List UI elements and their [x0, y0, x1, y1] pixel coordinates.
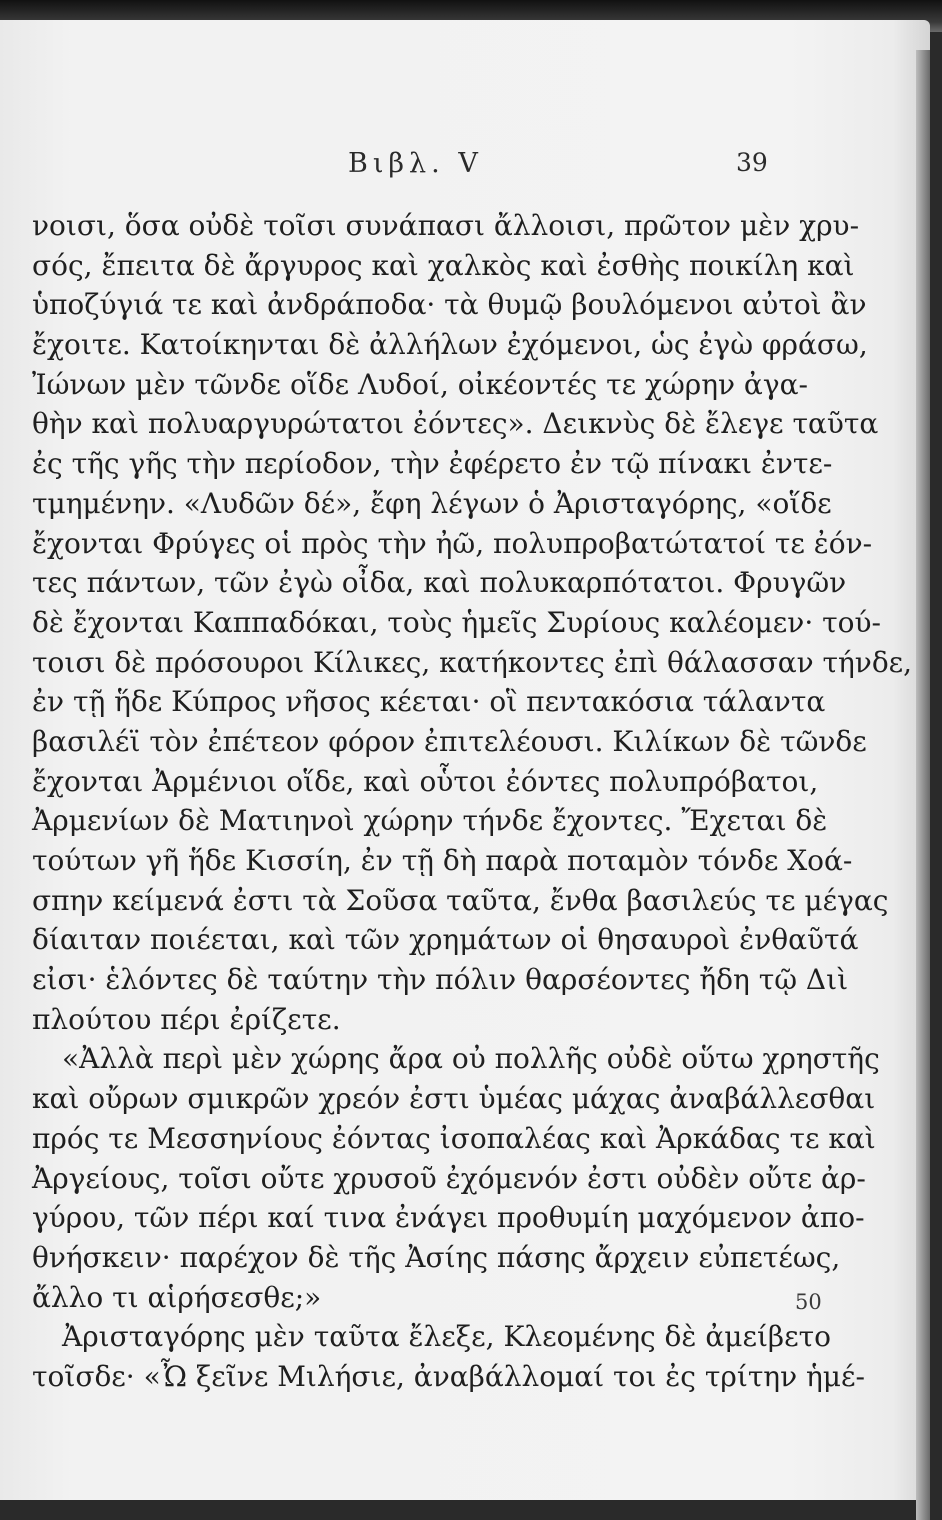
text-line: σός, ἔπειτα δὲ ἄργυρος καὶ χαλκὸς καὶ ἐσθὴς ποικίλη καὶ	[32, 248, 855, 282]
text-line: ἔχονται Φρύγες οἱ πρὸς τὴν ἠῶ, πολυπροβατώτατοί τε ἐόν-	[32, 526, 873, 560]
text-line: πρός τε Μεσσηνίους ἐόντας ἰσοπαλέας καὶ Ἀρκάδας τε καὶ	[32, 1121, 876, 1155]
text-line: θὴν καὶ πολυαργυρώτατοι ἐόντες». Δεικνὺς δὲ ἔλεγε ταῦτα	[32, 407, 879, 441]
page-number: 39	[736, 148, 768, 177]
text-line: τες πάντων, τῶν ἐγὼ οἶδα, καὶ πολυκαρπότατοι. Φρυγῶν	[32, 566, 847, 600]
text-line: εἰσι· ἑλόντες δὲ ταύτην τὴν πόλιν θαρσέοντες ἤδη τῷ Διὶ	[32, 963, 849, 997]
text-line: τοῖσδε· «Ὦ ξεῖνε Μιλήσιε, ἀναβάλλομαί τοι ἐς τρίτην ἡμέ-	[32, 1359, 865, 1393]
text-line: νοισι, ὅσα οὐδὲ τοῖσι συνάπασι ἄλλοισι, πρῶτον μὲν χρυ-	[32, 209, 860, 242]
text-line: τούτων γῆ ἥδε Κισσίη, ἐν τῇ δὴ παρὰ ποταμὸν τόνδε Χοά-	[32, 844, 853, 877]
text-line: γύρου, τῶν πέρι καί τινα ἐνάγει προθυμίη μαχόμενον ἀπο-	[32, 1201, 865, 1235]
text-line: ἔχονται Ἀρμένιοι οἵδε, καὶ οὗτοι ἐόντες πολυπρόβατοι,	[32, 764, 819, 798]
page-edge-shadow	[916, 50, 930, 1520]
text-line: βασιλέϊ τὸν ἐπέτεον φόρον ἐπιτελέουσι. Κιλίκων δὲ τῶνδε	[32, 724, 867, 758]
text-line: Ἰώνων μὲν τῶνδε οἵδε Λυδοί, οἰκέοντές τε χώρην ἀγα-	[32, 367, 808, 401]
text-line: θνήσκειν· παρέχον δὲ τῆς Ἀσίης πάσης ἄρχειν εὐπετέως,	[32, 1240, 841, 1274]
text-line: δίαιταν ποιέεται, καὶ τῶν χρημάτων οἱ θησαυροὶ ἐνθαῦτά	[32, 923, 859, 957]
text-line: ἔχοιτε. Κατοίκηνται δὲ ἀλλήλων ἐχόμενοι, ὡς ἐγὼ φράσω,	[32, 328, 868, 362]
text-line: σπην κείμενά ἐστι τὰ Σοῦσα ταῦτα, ἔνθα βασιλεύς τε μέγας	[32, 883, 889, 917]
margin-line-number: 50	[795, 1290, 822, 1314]
text-line: ἐν τῇ ἥδε Κύπρος νῆσος κέεται· οἳ πεντακόσια τάλαντα	[32, 685, 826, 719]
text-line-paragraph-start: Ἀρισταγόρης μὲν ταῦτα ἔλεξε, Κλεομένης δὲ ἀμείβετο	[62, 1320, 831, 1354]
running-head: Βιβλ. V	[348, 148, 483, 179]
text-line-paragraph-end: πλούτου πέρι ἐρίζετε.	[32, 1002, 341, 1036]
text-line: καὶ οὔρων σμικρῶν χρεόν ἐστι ὑμέας μάχας ἀναβάλλεσθαι	[32, 1082, 876, 1116]
text-line-paragraph-start: «Ἀλλὰ περὶ μὲν χώρης ἄρα οὐ πολλῆς οὐδὲ οὕτω χρηστῆς	[62, 1042, 880, 1076]
text-line: τοισι δὲ πρόσουροι Κίλικες, κατήκοντες ἐπὶ θάλασσαν τήνδε,	[32, 645, 913, 679]
text-line: Ἀρμενίων δὲ Ματιηνοὶ χώρην τήνδε ἔχοντες. Ἔχεται δὲ	[32, 804, 828, 838]
text-line-paragraph-end: ἄλλο τι αἱρήσεσθε;»	[32, 1280, 322, 1314]
text-line: Ἀργείους, τοῖσι οὔτε χρυσοῦ ἐχόμενόν ἐστι οὐδὲν οὔτε ἀρ-	[32, 1161, 866, 1195]
text-line: ὑποζύγιά τε καὶ ἀνδράποδα· τὰ θυμῷ βουλόμενοι αὐτοὶ ἂν	[32, 288, 867, 322]
text-line: τμημένην. «Λυδῶν δέ», ἔφη λέγων ὁ Ἀρισταγόρης, «οἵδε	[32, 486, 832, 520]
text-line: ἐς τῆς γῆς τὴν περίοδον, τὴν ἐφέρετο ἐν τῷ πίνακι ἐντε-	[32, 447, 833, 481]
text-line: δὲ ἔχονται Καππαδόκαι, τοὺς ἡμεῖς Συρίους καλέομεν· τού-	[32, 605, 881, 639]
